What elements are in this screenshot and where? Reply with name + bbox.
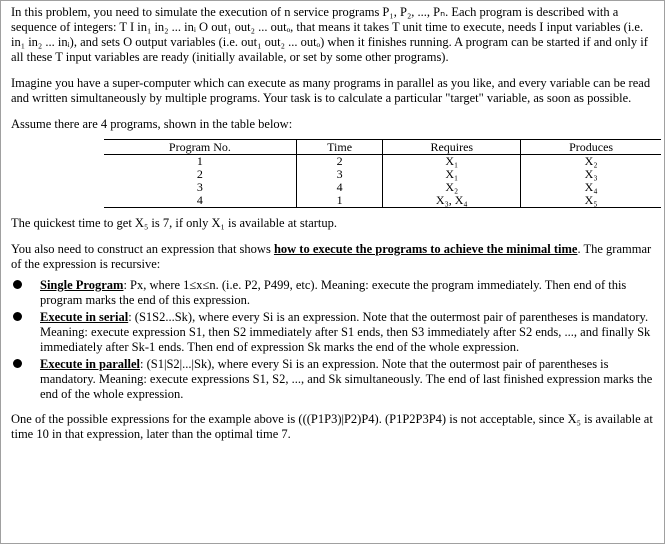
- rule-title: Execute in parallel: [40, 357, 140, 371]
- table-header-row: [104, 140, 661, 155]
- cell-requires: X₂: [383, 181, 521, 194]
- cell-program-no: 3: [196, 180, 203, 194]
- cell-program-no: 1: [196, 154, 203, 168]
- minimal-time-link[interactable]: how to execute the programs to achieve the minimal time: [273, 242, 578, 256]
- cell-requires: X₁: [383, 168, 521, 181]
- bullet-icon: [13, 312, 22, 321]
- table-row: [104, 155, 661, 169]
- header-produces: Produces: [521, 140, 661, 155]
- header-requires: Requires: [383, 140, 521, 155]
- expression-intro-before: You also need to construct an expression that shows: [11, 242, 274, 256]
- table-row: [104, 181, 661, 194]
- cell-produces: X₃: [521, 168, 661, 181]
- cell-requires: X₁: [383, 155, 521, 169]
- intro-paragraph-3: Assume there are 4 programs, shown in the table below:: [11, 117, 293, 131]
- table-row: [104, 194, 661, 208]
- intro-paragraph-2: Imagine you have a super-computer which can execute as many programs in parallel as you like, and every variable can be read and written simultaneously by multiple programs. Your task is to calculate a particular "target" variable, as soon as possible.: [11, 76, 651, 105]
- closing-paragraph: One of the possible expressions for the example above is (((P1P3)|P2)P4). (P1P2P3P4) is not acceptable, since X₅ is available at time 10 in that expression, later than the optimal time 7.: [11, 412, 653, 441]
- list-item: [11, 310, 659, 355]
- expression-intro: [11, 242, 659, 272]
- quickest-time-text: The quickest time to get X₅ is 7, if only X₁ is available at startup.: [11, 216, 338, 230]
- rule-text: : (S1|S2|...|Sk), where every Si is an expression. Note that the outermost pair of parentheses is mandatory. Meaning: execute expressions S1, S2, ..., and Sk simultaneously. The end of last finished expression marks the end of the whole expression.: [40, 357, 653, 401]
- cell-produces: X₅: [521, 194, 661, 208]
- programs-table: [104, 139, 661, 208]
- bullet-icon: [13, 359, 22, 368]
- cell-requires: X₃, X₄: [383, 194, 521, 208]
- cell-produces: X₂: [521, 155, 661, 169]
- table-row: [104, 168, 661, 181]
- cell-time: 2: [296, 155, 383, 169]
- intro-paragraph-1: In this problem, you need to simulate the execution of n service programs P₁, P₂, ..., Pₙ. Each program is described with a sequence of integers: T I in₁ in₂ ... inᵢ O out₁ out₂ ... outₒ, that means it takes T unit time to execute, needs I input variables (i.e. in₁ in₂ ... inᵢ), and sets O output variables (i.e. out₁ out₂ ... outₒ) when it finishes running. A program can be started if and only if all these T input variables are ready (initially available, or set by some other programs).: [11, 5, 648, 64]
- problem-content: [11, 5, 659, 442]
- cell-time: 1: [296, 194, 383, 208]
- cell-time: 4: [296, 181, 383, 194]
- rule-title: Single Program: [40, 278, 124, 292]
- list-item: [11, 278, 659, 308]
- rule-text: : Px, where 1≤x≤n. (i.e. P2, P499, etc). Meaning: execute the program immediately. Then end of this program marks the end of this expression.: [40, 278, 627, 307]
- rule-text: : (S1S2...Sk), where every Si is an expression. Note that the outermost pair of parentheses is mandatory. Meaning: execute expression S1, then S2 immediately after S1 ends, then S3 immediately after S2 ends, ..., and finally Sk immediately after Sk-1 ends. Then end of expression Sk marks the end of the whole expression.: [40, 310, 651, 354]
- rule-title: Execute in serial: [40, 310, 129, 324]
- cell-time: 3: [296, 168, 383, 181]
- list-item: [11, 357, 659, 402]
- bullet-icon: [13, 280, 22, 289]
- cell-program-no: 4: [104, 194, 296, 208]
- grammar-rules-list: [11, 278, 659, 402]
- cell-produces: X₄: [521, 181, 661, 194]
- cell-program-no: 2: [196, 167, 203, 181]
- header-time: Time: [296, 140, 383, 155]
- header-program-no: Program No.: [104, 140, 296, 155]
- expression-intro-after: . The grammar of the expression is recursive:: [11, 242, 652, 271]
